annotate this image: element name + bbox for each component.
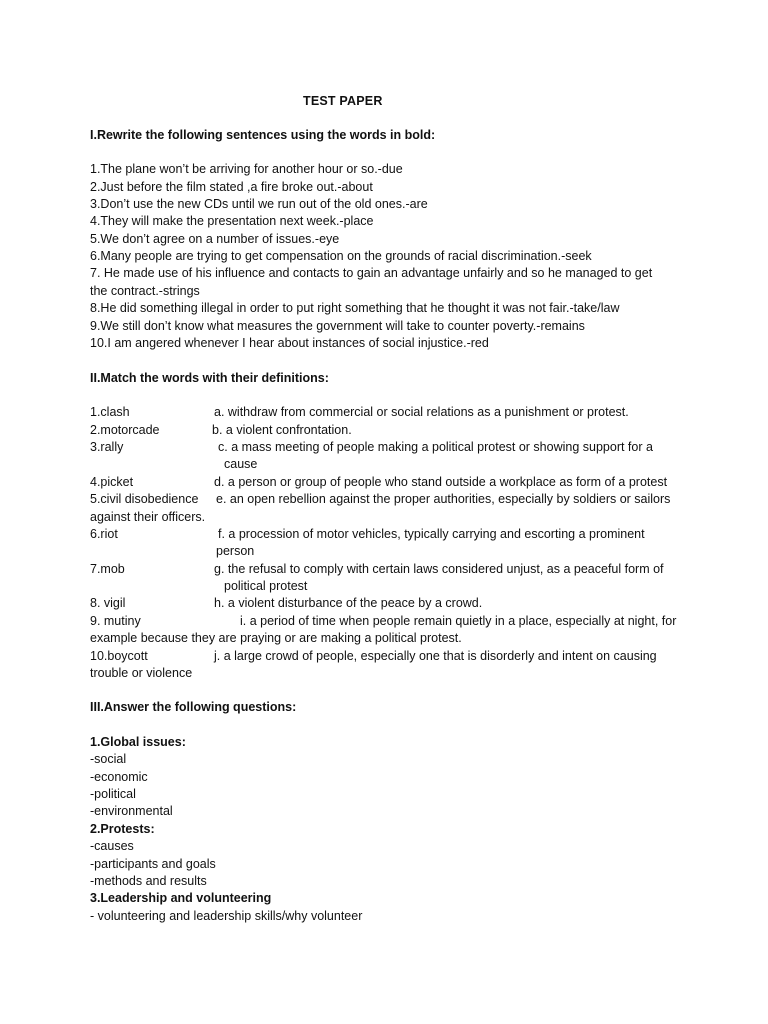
- match-term-6: 6.riot: [90, 527, 118, 541]
- question-1-heading: 1.Global issues:: [90, 735, 186, 749]
- definition-a: a. withdraw from commercial or social relations as a punishment or protest.: [214, 405, 629, 419]
- question-2-heading: 2.Protests:: [90, 822, 155, 836]
- rewrite-sentence-1: 1.The plane won’t be arriving for another hour or so.-due: [90, 162, 403, 176]
- match-term-10: 10.boycott: [90, 649, 148, 663]
- question-1-item-economic: -economic: [90, 770, 148, 784]
- definition-f-cont: person: [216, 544, 255, 558]
- definition-g: g. the refusal to comply with certain laws considered unjust, as a peaceful form of: [214, 562, 664, 576]
- question-1-item-social: -social: [90, 752, 127, 766]
- section-2-heading: II.Match the words with their definitions:: [90, 371, 329, 385]
- rewrite-sentence-10: 10.I am angered whenever I hear about instances of social injustice.-red: [90, 336, 489, 350]
- match-term-8: 8. vigil: [90, 596, 126, 610]
- question-3-heading: 3.Leadership and volunteering: [90, 891, 272, 905]
- definition-h: h. a violent disturbance of the peace by a crowd.: [214, 596, 483, 610]
- rewrite-sentence-7: 7. He made use of his influence and contacts to gain an advantage unfairly and so he managed to get: [90, 266, 653, 280]
- section-1-heading: I.Rewrite the following sentences using the words in bold:: [90, 128, 436, 142]
- match-term-7: 7.mob: [90, 562, 125, 576]
- match-term-2: 2.motorcade: [90, 423, 160, 437]
- match-term-9: 9. mutiny: [90, 614, 141, 628]
- rewrite-sentence-6: 6.Many people are trying to get compensation on the grounds of racial discrimination.-seek: [90, 249, 592, 263]
- definition-g-cont: political protest: [224, 579, 308, 593]
- definition-b: b. a violent confrontation.: [212, 423, 352, 437]
- rewrite-sentence-4: 4.They will make the presentation next week.-place: [90, 214, 374, 228]
- rewrite-sentence-5: 5.We don’t agree on a number of issues.-eye: [90, 232, 340, 246]
- definition-i: i. a period of time when people remain quietly in a place, especially at night, for: [240, 614, 677, 628]
- rewrite-sentence-8: 8.He did something illegal in order to put right something that he thought it was not fair.-take/law: [90, 301, 620, 315]
- match-term-1: 1.clash: [90, 405, 130, 419]
- definition-e-cont: against their officers.: [90, 510, 206, 524]
- definition-c-cont: cause: [224, 457, 258, 471]
- definition-j: j. a large crowd of people, especially one that is disorderly and intent on causing: [214, 649, 657, 663]
- question-1-item-environmental: -environmental: [90, 804, 173, 818]
- rewrite-sentence-2: 2.Just before the film stated ,a fire broke out.-about: [90, 180, 373, 194]
- question-1-item-political: -political: [90, 787, 136, 801]
- rewrite-sentence-7-cont: the contract.-strings: [90, 284, 200, 298]
- section-3-heading: III.Answer the following questions:: [90, 700, 297, 714]
- definition-d: d. a person or group of people who stand outside a workplace as form of a protest: [214, 475, 668, 489]
- question-2-item-methods: -methods and results: [90, 874, 207, 888]
- match-term-5: 5.civil disobedience: [90, 492, 199, 506]
- question-3-item-volunteering: - volunteering and leadership skills/why volunteer: [90, 909, 363, 923]
- definition-i-cont: example because they are praying or are making a political protest.: [90, 631, 462, 645]
- question-2-item-participants: -participants and goals: [90, 857, 216, 871]
- match-term-4: 4.picket: [90, 475, 134, 489]
- match-term-3: 3.rally: [90, 440, 124, 454]
- question-2-item-causes: -causes: [90, 839, 134, 853]
- page-title: TEST PAPER: [303, 94, 383, 108]
- definition-j-cont: trouble or violence: [90, 666, 193, 680]
- definition-e: e. an open rebellion against the proper authorities, especially by soldiers or sailors: [216, 492, 671, 506]
- rewrite-sentence-9: 9.We still don’t know what measures the government will take to counter poverty.-remains: [90, 319, 585, 333]
- definition-f: f. a procession of motor vehicles, typically carrying and escorting a prominent: [218, 527, 645, 541]
- rewrite-sentence-3: 3.Don’t use the new CDs until we run out of the old ones.-are: [90, 197, 428, 211]
- definition-c: c. a mass meeting of people making a political protest or showing support for a: [218, 440, 653, 454]
